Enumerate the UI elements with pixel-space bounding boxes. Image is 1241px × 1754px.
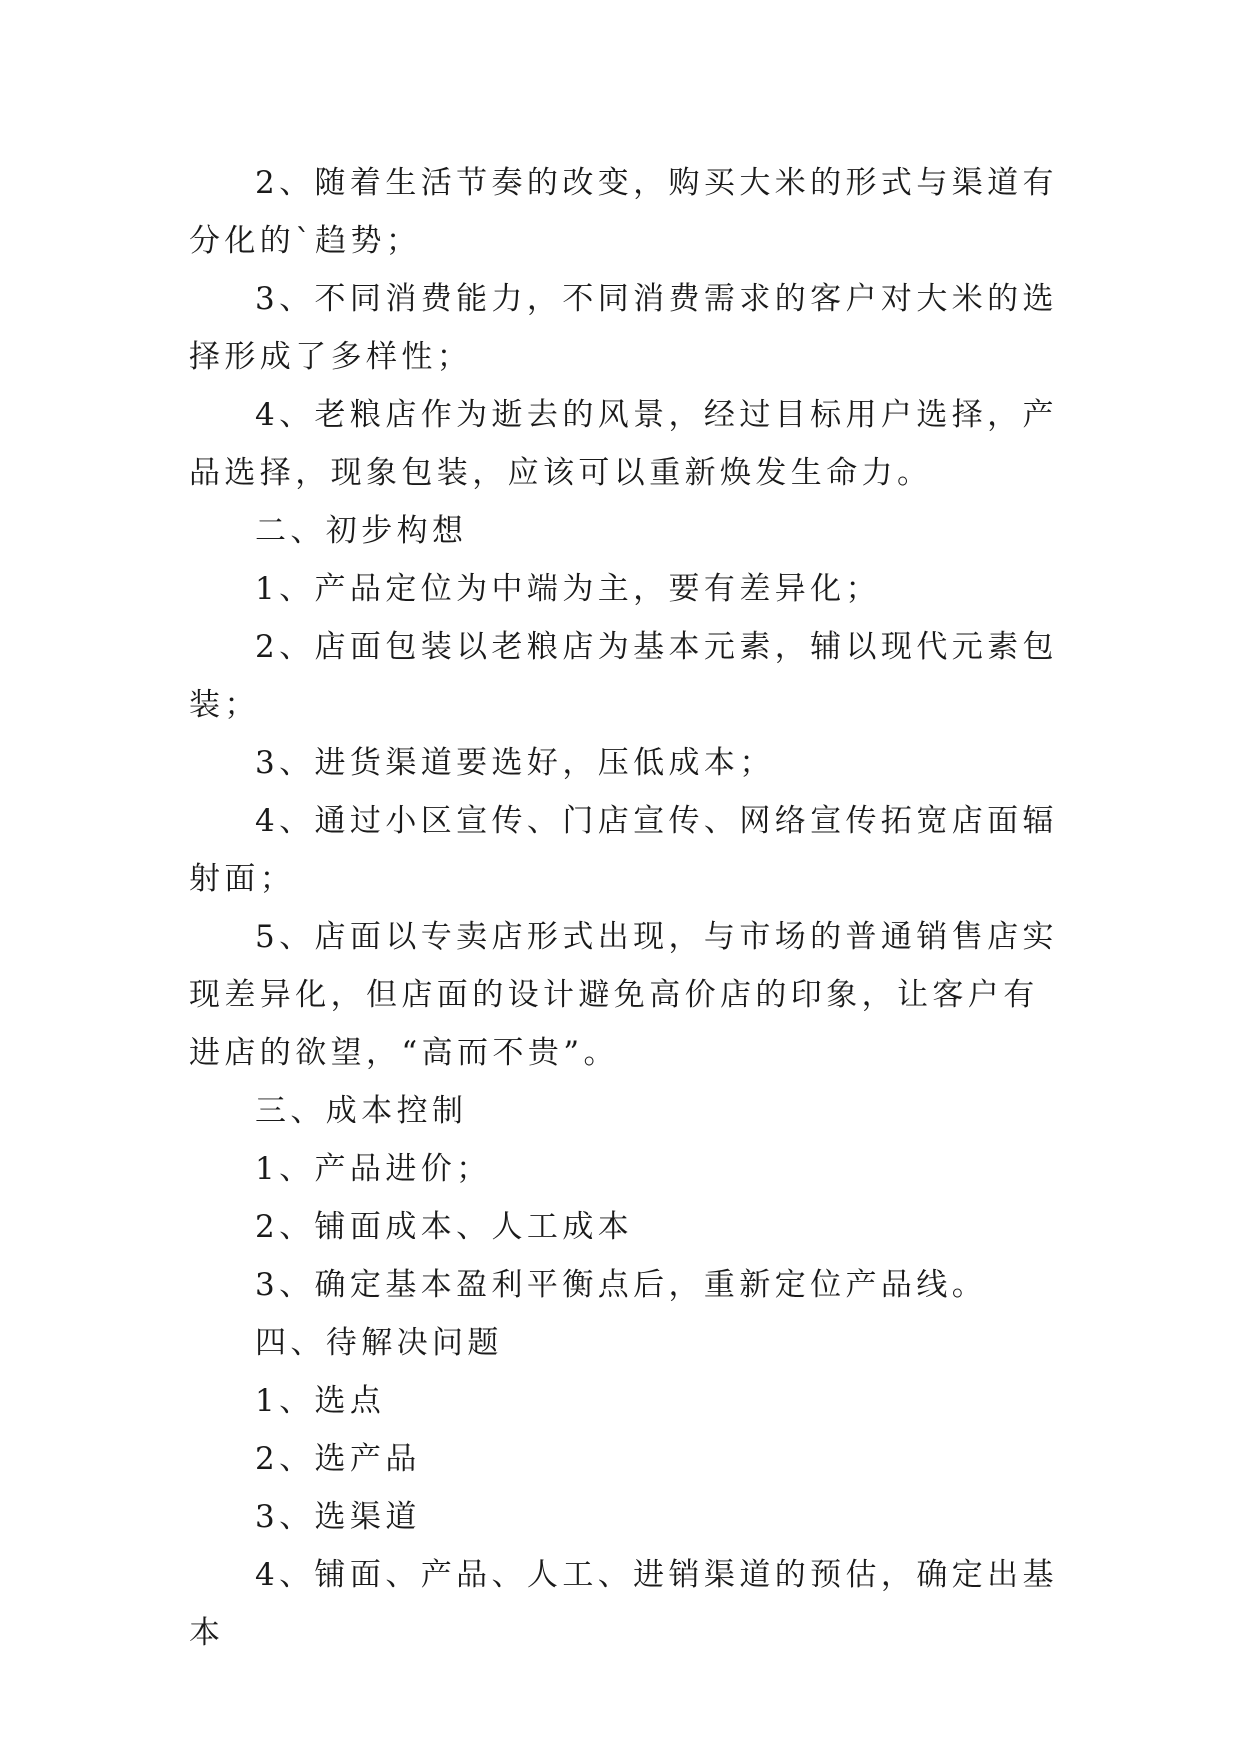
paragraph-specialty-store: 5、店面以专卖店形式出现，与市场的普通销售店实现差异化，但店面的设计避免高价店的印象，让客户有进店的欲望，“高而不贵”。: [189, 919, 1058, 1071]
document-body: [189, 154, 1069, 1662]
section-heading-initial-concept: 二、初步构想: [255, 513, 468, 549]
paragraph-promotion: 4、通过小区宣传、门店宣传、网络宣传拓宽店面辐射面；: [189, 803, 1058, 897]
paragraph-break-even: 3、确定基本盈利平衡点后，重新定位产品线。: [255, 1267, 988, 1303]
paragraph-select-channels: 3、选渠道: [255, 1499, 421, 1535]
paragraph-estimation: 4、铺面、产品、人工、进销渠道的预估，确定出基本: [189, 1557, 1058, 1651]
section-heading-cost-control: 三、成本控制: [255, 1093, 468, 1129]
paragraph-positioning: 1、产品定位为中端为主，要有差异化；: [255, 571, 881, 607]
paragraph-trend: 2、随着生活节奏的改变，购买大米的形式与渠道有分化的`趋势；: [189, 165, 1058, 259]
section-heading-open-issues: 四、待解决问题: [255, 1325, 503, 1361]
paragraph-store-packaging: 2、店面包装以老粮店为基本元素，辅以现代元素包装；: [189, 629, 1058, 723]
paragraph-old-grain-store: 4、老粮店作为逝去的风景，经过目标用户选择，产品选择，现象包装，应该可以重新焕发生命力。: [189, 397, 1058, 491]
paragraph-select-location: 1、选点: [255, 1383, 386, 1419]
paragraph-diversity: 3、不同消费能力，不同消费需求的客户对大米的选择形成了多样性；: [189, 281, 1058, 375]
paragraph-select-products: 2、选产品: [255, 1441, 421, 1477]
paragraph-rent-labor-cost: 2、铺面成本、人工成本: [255, 1209, 634, 1245]
paragraph-purchase-channel: 3、进货渠道要选好，压低成本；: [255, 745, 775, 781]
paragraph-product-cost: 1、产品进价；: [255, 1151, 492, 1187]
